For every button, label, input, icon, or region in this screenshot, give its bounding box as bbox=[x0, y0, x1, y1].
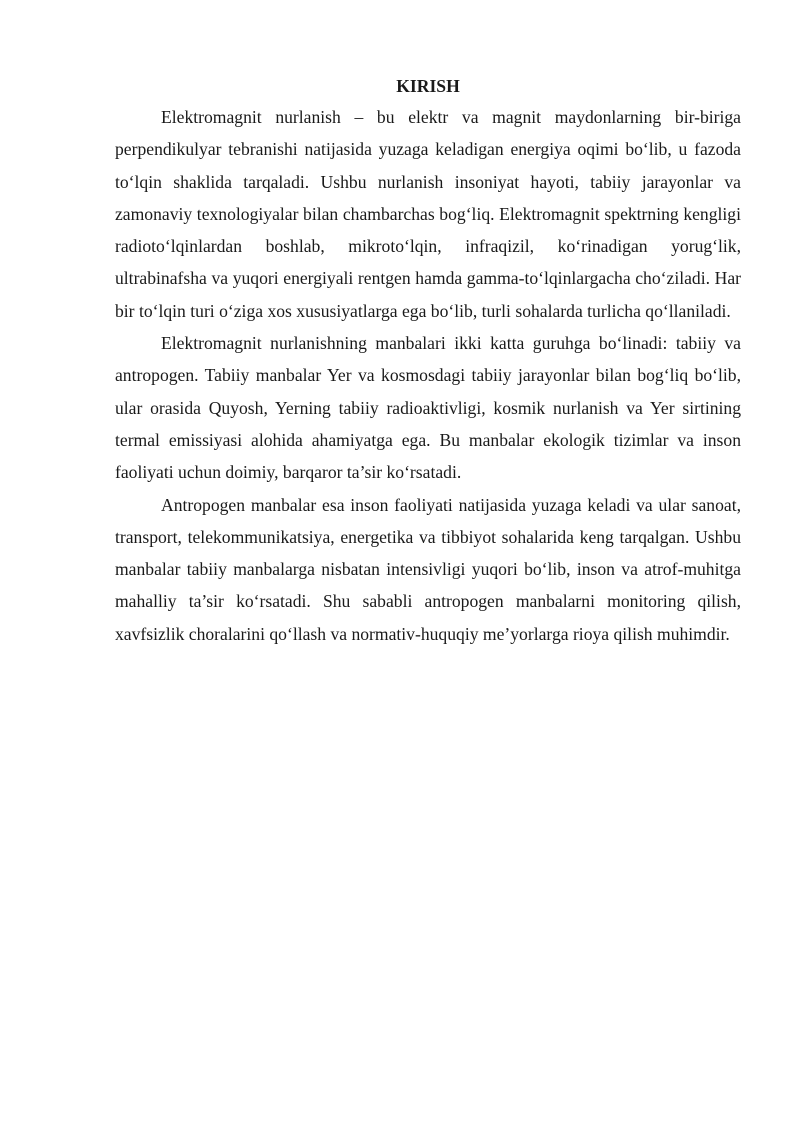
paragraph-3: Antropogen manbalar esa inson faoliyati natijasida yuzaga keladi va ular sanoat, transport, telekommunikatsiya, energetika va tibbiyot sohalarida keng tarqalgan. Ushbu manbalar tabiiy manbalarga nisbatan intensivligi yuqori bo‘lib, inson va atrof-muhitga mahalliy ta’sir ko‘rsatadi. Shu sababli antropogen manbalarni monitoring qilish, xavfsizlik choralarini qo‘llash va normativ-huquqiy me’yorlarga rioya qilish muhimdir. bbox=[115, 494, 741, 644]
paragraph-2: Elektromagnit nurlanishning manbalari ikki katta guruhga bo‘linadi: tabiiy va antropogen. Tabiiy manbalar Yer va kosmosdagi tabiiy jarayonlar bilan bog‘liq bo‘lib, ular orasida Quyosh, Yerning tabiiy radioaktivligi, kosmik nurlanish va Yer sirtining termal emissiyasi alohida ahamiyatga ega. Bu manbalar ekologik tizimlar va inson faoliyati uchun doimiy, barqaror ta’sir ko‘rsatadi. bbox=[115, 333, 741, 483]
paragraph-1: Elektromagnit nurlanish – bu elektr va magnit maydonlarning bir-biriga perpendikulyar tebranishi natijasida yuzaga keladigan energiya oqimi bo‘lib, u fazoda to‘lqin shaklida tarqaladi. Ushbu nurlanish insoniyat hayoti, tabiiy jarayonlar va zamonaviy texnologiyalar bilan chambarchas bog‘liq. Elektromagnit spektrning kengligi radioto‘lqinlardan boshlab, mikroto‘lqin, infraqizil, ko‘rinadigan yorug‘lik, ultrabinafsha va yuqori energiyali rentgen hamda gamma-to‘lqinlargacha cho‘ziladi. Har bir to‘lqin turi o‘ziga xos xususiyatlarga ega bo‘lib, turli sohalarda turlicha qo‘llaniladi. bbox=[115, 107, 741, 321]
section-title: KIRISH bbox=[396, 76, 460, 96]
document-page bbox=[115, 72, 741, 650]
